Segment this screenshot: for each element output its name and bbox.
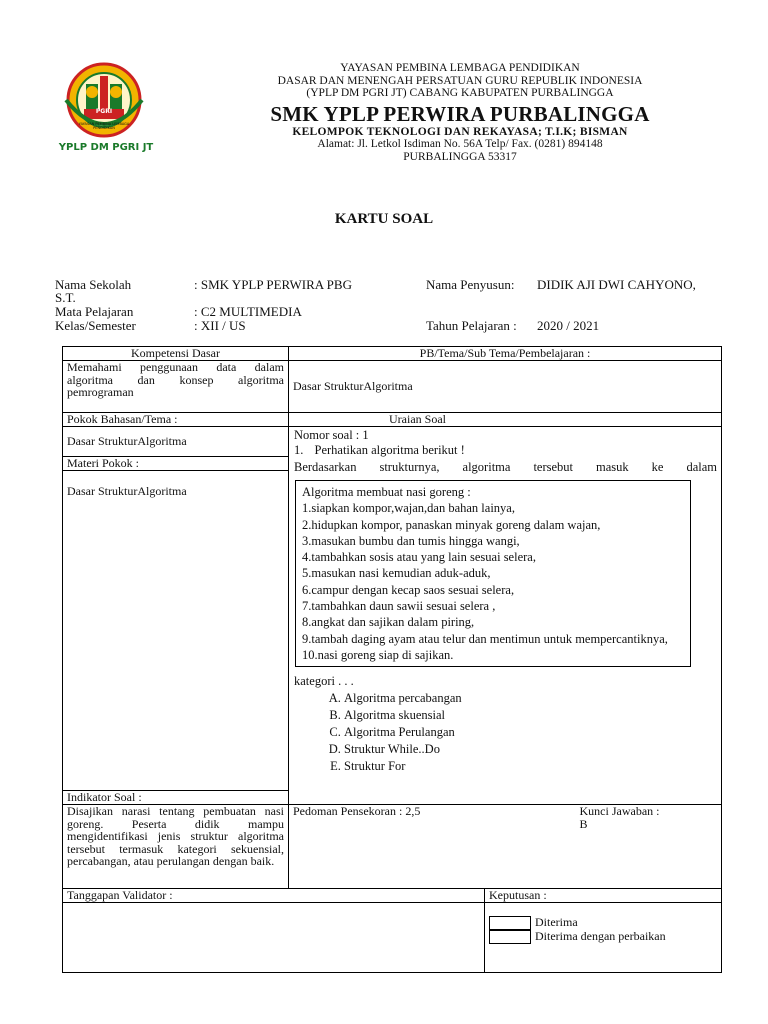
keputusan-label: Keputusan :: [485, 889, 722, 903]
pokok-label: Pokok Bahasan/Tema :: [63, 413, 289, 427]
school-address: Alamat: Jl. Letkol Isdiman No. 56A Telp/ Fax. (0281) 894148: [317, 138, 603, 150]
meta-mapel-label: Mata Pelajaran: [55, 304, 134, 319]
kompetensi-text: Memahami penggunaan data dalam algoritma dan konsep algoritma pemrograman: [63, 361, 289, 413]
question-intro: [294, 442, 717, 459]
meta-kelas-value: : XII / US: [194, 318, 246, 333]
algo-line: 3.masukan bumbu dan tumis hingga wangi,: [302, 533, 520, 548]
meta-nama-penyusun-cont: S.T.: [55, 290, 76, 305]
pb-text: Dasar StrukturAlgoritma: [289, 361, 722, 413]
logo-caption: YPLP DM PGRI JT: [58, 142, 154, 153]
indikator-text: Disajikan narasi tentang pembuatan nasi goreng. Peserta didik mampu mengidentifikasi jenis struktur algoritma tersebut termasuk kategori sekuensial, percabangan, atau perulangan dengan baik.: [63, 805, 289, 889]
option-a[interactable]: A. Algoritma percabangan: [344, 690, 717, 707]
algo-line: 6.campur dengan kecap saos sesuai selera,: [302, 582, 515, 597]
foundation-line-1: YAYASAN PEMBINA LEMBAGA PENDIDIKAN: [340, 62, 580, 74]
option-d[interactable]: D. Struktur While..Do: [344, 741, 717, 758]
meta-mapel-value: : C2 MULTIMEDIA: [194, 304, 302, 319]
algo-line: 1.siapkan kompor,wajan,dan bahan lainya,: [302, 501, 515, 516]
meta-nama-penyusun-label: Nama Penyusun:: [426, 277, 515, 292]
meta-tahun-value: 2020 / 2021: [537, 318, 600, 333]
algo-line: 10.nasi goreng siap di sajikan.: [302, 647, 454, 662]
materi-value: Dasar StrukturAlgoritma: [63, 471, 289, 791]
accepted-revision-checkbox[interactable]: [489, 930, 531, 944]
question-card-table: [62, 346, 722, 973]
algo-line: 2.hidupkan kompor, panaskan minyak goreng dalam wajan,: [302, 517, 601, 532]
meta-nama-penyusun-value: DIDIK AJI DWI CAHYONO,: [537, 277, 696, 292]
option-c[interactable]: C. Algoritma Perulangan: [344, 724, 717, 741]
question-intro-text: Perhatikan algoritma berikut !: [314, 443, 465, 457]
tanggapan-area[interactable]: [63, 903, 485, 973]
foundation-line-3: (YPLP DM PGRI JT) CABANG KABUPATEN PURBALINGGA: [306, 87, 614, 99]
meta-nama-sekolah-label: Nama Sekolah: [55, 277, 132, 292]
school-city: PURBALINGGA 53317: [403, 150, 517, 163]
pokok-value: Dasar StrukturAlgoritma: [63, 427, 289, 457]
logo-badge: PGRI: [95, 108, 113, 115]
algo-line: 5.masukan nasi kemudian aduk-aduk,: [302, 566, 491, 581]
algo-line: 4.tambahkan sosis atau yang lain sesuai selera,: [302, 550, 536, 565]
kunci-value: B: [579, 816, 588, 831]
option-e[interactable]: E. Struktur For: [344, 758, 717, 775]
letterhead: [250, 62, 670, 163]
indikator-label: Indikator Soal :: [63, 791, 289, 805]
algo-line: 9.tambah daging ayam atau telur dan mentimun untuk mempercantiknya,: [302, 631, 668, 646]
kunci-label: Kunci Jawaban :: [579, 804, 660, 818]
option-b[interactable]: B. Algoritma skuensial: [344, 707, 717, 724]
page-title: KARTU SOAL: [334, 211, 434, 227]
question-stem: Berdasarkan strukturnya, algoritma tersebut masuk ke dalam: [294, 460, 718, 474]
school-logo: [58, 62, 154, 157]
meta-tahun-label: Tahun Pelajaran :: [426, 318, 517, 333]
tanggapan-label: Tanggapan Validator :: [63, 889, 485, 903]
meta-kelas-label: Kelas/Semester: [55, 318, 136, 333]
algo-line: Algoritma membuat nasi goreng :: [302, 485, 471, 499]
kunci-cell: [485, 805, 722, 889]
materi-label: Materi Pokok :: [63, 457, 289, 471]
school-group: KELOMPOK TEKNOLOGI DAN REKAYASA; T.I.K; BISMAN: [292, 125, 628, 138]
nomor-soal: Nomor soal : 1: [294, 428, 369, 442]
accepted-revision-label: Diterima dengan perbaikan: [535, 929, 666, 943]
school-name: SMK YPLP PERWIRA PURBALINGGA: [270, 101, 650, 126]
meta-nama-sekolah-value: : SMK YPLP PERWIRA PBG: [194, 277, 352, 292]
algorithm-box: [295, 480, 691, 667]
decision-accepted[interactable]: [489, 915, 717, 929]
kompetensi-header: Kompetensi Dasar: [63, 347, 289, 361]
kategori-text: kategori . . .: [294, 674, 354, 689]
uraian-label: Uraian Soal: [289, 413, 722, 427]
question-intro-number: 1.: [294, 443, 304, 457]
logo-ring-text: YAYASAN PEMBINA LEMBAGA PENDIDIKAN: [78, 122, 130, 130]
pedoman-text: Pedoman Pensekoran : 2,5: [289, 805, 485, 889]
decision-accepted-revision[interactable]: [489, 929, 717, 943]
keputusan-area: [485, 903, 722, 973]
accepted-label: Diterima: [535, 915, 578, 929]
answer-options: [294, 690, 717, 775]
question-cell: [289, 427, 722, 805]
foundation-line-2: DASAR DAN MENENGAH PERSATUAN GURU REPUBLIK INDONESIA: [277, 74, 643, 87]
pb-header: PB/Tema/Sub Tema/Pembelajaran :: [289, 347, 722, 361]
algo-line: 8.angkat dan sajikan dalam piring,: [302, 615, 475, 630]
algo-line: 7.tambahkan daun sawii sesuai selera ,: [302, 599, 496, 614]
